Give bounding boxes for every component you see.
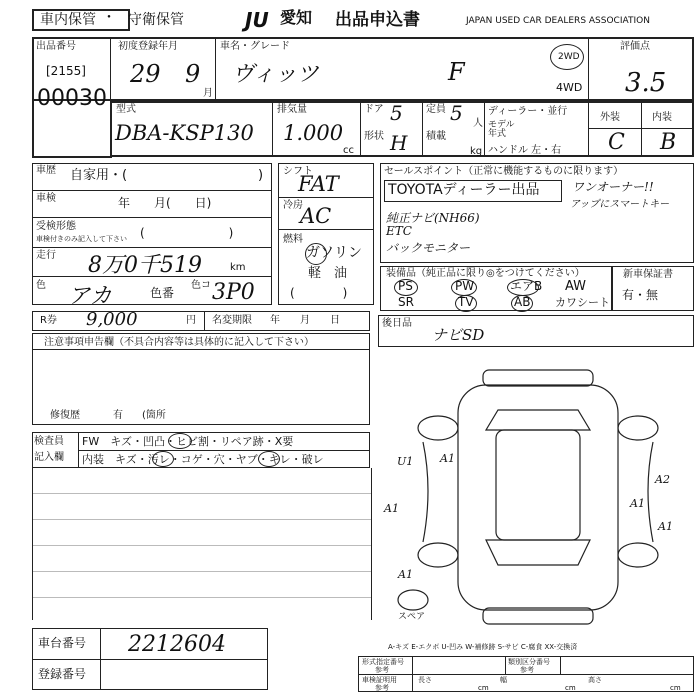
badge-car-storage-label: 車内保管	[40, 12, 96, 28]
registration-number-label: 登録番号	[38, 667, 87, 681]
interior-value: B	[660, 130, 677, 155]
windshield-front	[486, 410, 590, 430]
mileage-label: 走行	[36, 250, 56, 261]
mileage-unit: km	[230, 262, 246, 273]
wheel-front-right	[618, 416, 658, 440]
drive-4wd: 4WD	[556, 81, 583, 94]
fuel-value: ガソリン	[306, 245, 362, 261]
equip-airbag-circle	[507, 279, 539, 296]
aichi-logo: 愛知	[280, 8, 313, 27]
score-label: 評価点	[620, 41, 650, 52]
damage-mark-u1: U1	[397, 455, 414, 468]
damage-mark-a2-right: A2	[655, 473, 670, 486]
name-change-label: 名変期限	[212, 315, 252, 326]
sales-smartkey: アップにスマートキー	[570, 199, 670, 210]
registration-year: 29	[130, 60, 161, 88]
chassis-value: 2212604	[128, 632, 226, 657]
displacement-unit: cc	[343, 145, 354, 156]
height-unit: cm	[670, 684, 681, 692]
fuel-alt: 軽 油	[308, 266, 348, 281]
repair-label: 修復歴	[50, 410, 80, 421]
mileage-value: 8万0千519	[88, 253, 202, 278]
lot-number-label: 出品番号	[36, 41, 76, 52]
displacement-value: 1.000	[283, 121, 344, 145]
windshield-rear	[486, 540, 590, 565]
sales-item-1: 純正ナビ(NH66)	[386, 211, 480, 225]
equip-pw: PW	[455, 279, 475, 293]
repair-place: (箇所	[142, 410, 166, 421]
spec-number-label: 形式指定番号	[362, 658, 404, 666]
receive-form-paren: ( )	[140, 226, 234, 240]
sales-oneowner: ワンオーナー!!	[572, 180, 654, 194]
equip-tv: TV	[458, 295, 474, 309]
tax-amount: 9,000	[86, 309, 138, 330]
shift-value: FAT	[298, 172, 339, 196]
month-unit: 月	[203, 88, 213, 99]
inspection-label: 車検	[36, 193, 56, 204]
capacity-value: 5	[450, 101, 463, 125]
drive-2wd-circle	[550, 44, 584, 70]
badge-separator: ・	[102, 10, 116, 26]
equip-sr: SR	[398, 295, 414, 309]
after-items-label: 後日品	[382, 318, 412, 329]
color-value: アカ	[68, 284, 112, 309]
tax-label: R券	[40, 315, 57, 326]
displacement-label: 排気量	[277, 104, 307, 115]
registration-month: 9	[185, 60, 201, 88]
spec-ref-2: 参考	[520, 666, 534, 674]
ac-value: AC	[300, 204, 332, 228]
shape-label: 形状	[364, 131, 384, 142]
equip-ab: AB	[514, 295, 531, 309]
history-value: 自家用・(	[70, 168, 128, 183]
wheel-rear-right	[618, 543, 658, 567]
length-label: 長さ	[418, 676, 432, 684]
inspection-value: 年 月( 日)	[118, 196, 212, 210]
equip-aw: AW	[565, 279, 587, 294]
equip-ps: PS	[398, 279, 413, 293]
sales-item-2: ETC	[386, 224, 412, 238]
spec-ref-1: 参考	[375, 666, 389, 674]
damage-mark-a1-right: A1	[658, 520, 673, 533]
record-label: 記入欄	[34, 452, 64, 463]
model-grade-label: 車名・グレード	[220, 41, 290, 52]
first-registration-label: 初度登録年月	[118, 41, 178, 52]
equipment-label: 装備品（純正品に限り◎をつけてください）	[386, 268, 585, 279]
inspector-label: 検査員	[34, 436, 64, 447]
ac-label: 冷房	[283, 200, 303, 211]
notes-label: 注意事項申告欄（不具合内容等は具体的に記入して下さい）	[44, 337, 314, 348]
after-frame	[378, 315, 694, 347]
spare-label: スペア	[398, 612, 426, 622]
capacity-label: 定員	[426, 104, 446, 115]
load-unit: kg	[470, 146, 483, 157]
lot-number-value: 00030	[37, 86, 107, 111]
damage-mark-a1-back: A1	[630, 497, 645, 510]
width-unit: cm	[565, 684, 576, 692]
dealer-label: ディーラー・並行	[488, 106, 568, 117]
door-label: ドア	[364, 104, 384, 115]
color-code-label: 色コ	[191, 280, 211, 291]
capacity-unit: 人	[473, 118, 483, 129]
exterior-label: 外装	[600, 112, 620, 123]
receive-form-note: 車検付きのみ記入して下さい	[36, 235, 127, 243]
interior-row: 内装 キズ・汚レ・コゲ・穴・ヤブ・キレ・破レ	[82, 453, 324, 466]
shape-value: H	[390, 131, 408, 155]
color-label: 色	[36, 280, 46, 291]
history-label: 車歴	[36, 165, 56, 176]
model-name: ヴィッツ	[232, 62, 319, 87]
interior-label: 内装	[652, 112, 672, 123]
history-close: )	[258, 168, 264, 183]
handle-label: ハンドル 左・右	[488, 145, 562, 156]
equip-airbag: エアB	[510, 279, 543, 293]
fw-row: FW キズ・凹凸・ヒビ割・リペア跡・X要	[82, 435, 294, 448]
damage-mark-a1-top: A1	[440, 452, 455, 465]
car-roof	[496, 430, 580, 540]
fuel-paren: ( )	[290, 286, 348, 300]
score-value: 3.5	[625, 68, 667, 98]
side-left	[423, 442, 428, 542]
width-label: 幅	[500, 676, 507, 684]
lot-small-number: [2155]	[46, 64, 86, 78]
car-diagram	[378, 350, 694, 650]
damage-mark-a1-left: A1	[384, 502, 399, 515]
spare-tire	[398, 590, 428, 610]
load-label: 積載	[426, 131, 446, 142]
equip-tv-circle	[455, 295, 477, 312]
badge-guard-storage-label: 守衛保管	[128, 12, 184, 28]
ju-logo: JU	[245, 8, 269, 32]
cert-ref: 参考	[375, 684, 389, 692]
damage-legend: A-キズ E-エクボ U-凹み W-補修跡 S-サビ C-腐食 XX-交換済	[388, 643, 578, 651]
class-number-label: 類別区分番号	[508, 658, 550, 666]
grade: F	[448, 58, 465, 86]
type-value: DBA-KSP130	[115, 121, 254, 145]
shift-label: シフト	[283, 166, 313, 177]
notes-lines	[32, 468, 372, 620]
name-change-date: 年 月 日	[270, 315, 340, 326]
receive-form-label: 受検形態	[36, 221, 76, 232]
equip-ps-circle	[394, 279, 418, 296]
car-body	[458, 385, 618, 610]
door-value: 5	[390, 101, 403, 125]
association-name: JAPAN USED CAR DEALERS ASSOCIATION	[466, 16, 650, 26]
type-label: 型式	[116, 104, 136, 115]
chassis-label: 車台番号	[38, 636, 87, 650]
tax-unit: 円	[186, 315, 196, 326]
exterior-value: C	[608, 130, 625, 155]
equip-carpet: カワシート	[555, 296, 610, 309]
warranty-value: 有・無	[622, 288, 659, 302]
sales-item-3: バックモニター	[386, 241, 471, 255]
model-year-label: モデル年式	[488, 120, 515, 139]
height-label: 高さ	[588, 676, 602, 684]
sales-toyota: TOYOTAディーラー出品	[388, 182, 540, 198]
cert-label: 車検証明用	[362, 676, 397, 684]
damage-mark-a1-rear: A1	[398, 568, 413, 581]
repair-value: 有	[113, 410, 123, 421]
wheel-rear-left	[418, 543, 458, 567]
equip-ab-circle	[511, 295, 533, 312]
fuel-circle	[305, 243, 327, 265]
color-number-label: 色番	[150, 286, 175, 300]
color-code-value: 3P0	[212, 280, 255, 305]
after-items-value: ナビSD	[432, 326, 485, 344]
equip-pw-circle	[451, 279, 477, 296]
wheel-front-left	[418, 416, 458, 440]
drive-2wd: 2WD	[558, 52, 580, 62]
front-bumper	[483, 370, 593, 386]
warranty-label: 新車保証書	[623, 269, 673, 280]
length-unit: cm	[478, 684, 489, 692]
sales-point-label: セールスポイント（正常に機能するものに限ります）	[384, 166, 624, 177]
fuel-label: 燃料	[283, 234, 303, 245]
form-title: 出品申込書	[335, 10, 420, 30]
side-right	[648, 442, 653, 542]
